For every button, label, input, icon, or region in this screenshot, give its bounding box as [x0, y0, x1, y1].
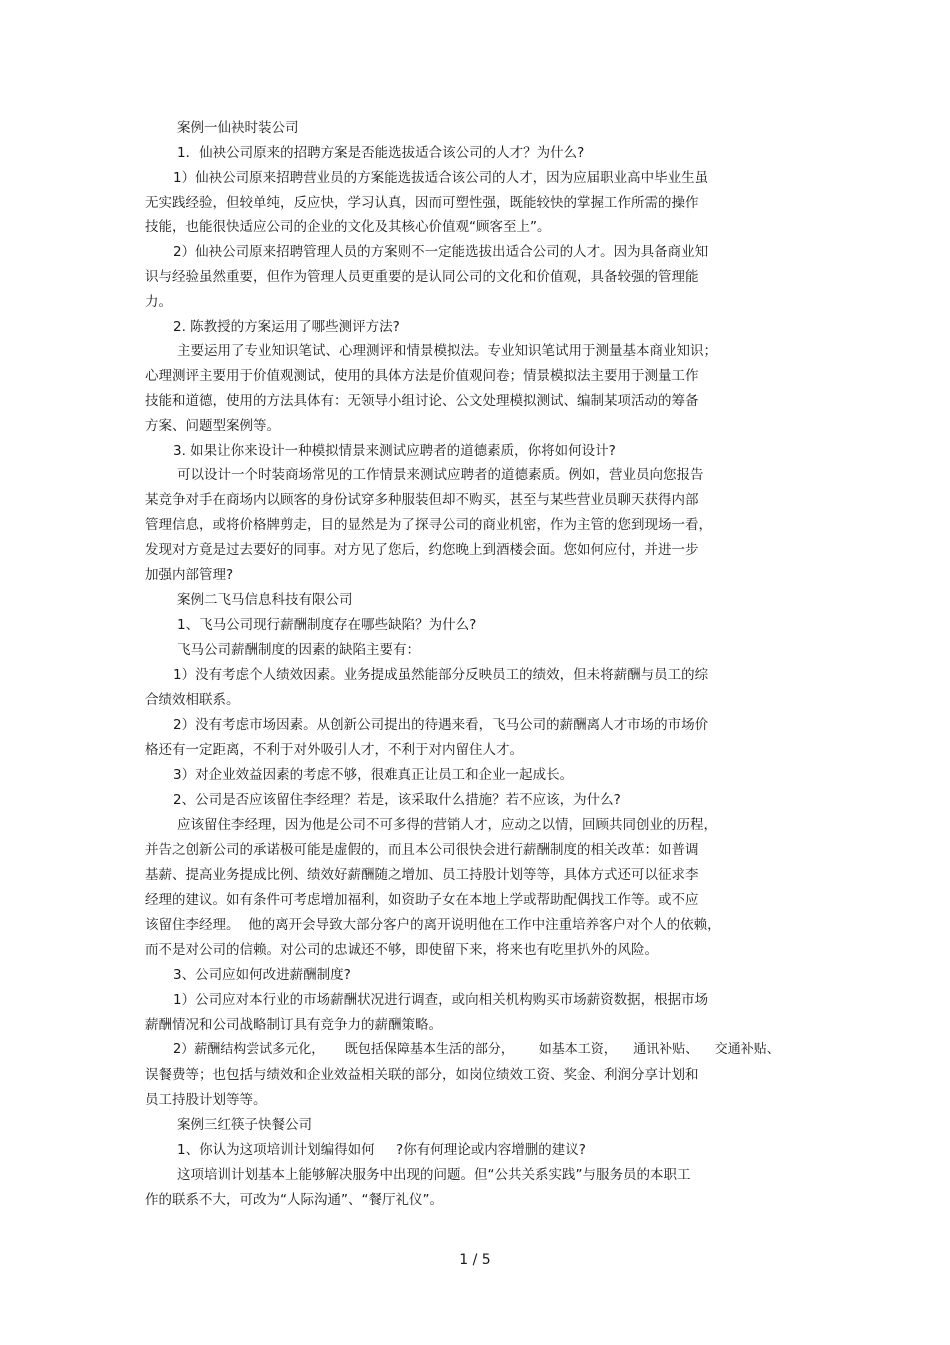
body-text-line: 而不是对公司的信赖。对公司的忠诚还不够，即使留下来，将来也有吃里扒外的风险。 [145, 942, 658, 958]
body-text-line: 误餐费等；也包括与绩效和企业效益相关联的部分，如岗位绩效工资、奖金、利润分享计划和 [145, 1067, 699, 1083]
body-text-line: 管理信息，或将价格牌剪走，目的显然是为了探寻公司的商业机密，作为主管的您到现场一看， [145, 517, 712, 533]
body-text-line: 技能和道德，使用的方法具体有：无领导小组讨论、公文处理模拟测试、编制某项活动的筹备 [145, 393, 699, 409]
body-text-line: 识与经验虽然重要，但作为管理人员更重要的是认同公司的文化和价值观，具备较强的管理能 [145, 269, 699, 285]
body-text-line: 方案、问题型案例等。 [145, 418, 280, 434]
case-1-title: 案例一仙袂时装公司 [177, 120, 299, 136]
body-text-line: 该留住李经理。 他的离开会导致大部分客户的离开说明他在工作中注重培养客户对个人的依赖， [145, 917, 721, 933]
case-3-title: 案例三红筷子快餐公司 [177, 1117, 312, 1133]
body-text-line: 应该留住李经理，因为他是公司不可多得的营销人才，应动之以情，回顾共同创业的历程， [177, 817, 717, 833]
body-text-line: 3）对企业效益因素的考虑不够，很难真正让员工和企业一起成长。 [173, 767, 574, 783]
question-heading: 3、公司应如何改进薪酬制度? [173, 967, 351, 983]
question-heading: 1、你认为这项培训计划编得如何 ?你有何理论或内容增删的建议? [177, 1142, 586, 1158]
body-text-line: 某竞争对手在商场内以顾客的身份试穿多种服装但却不购买，甚至与某些营业员聊天获得内部 [145, 492, 699, 508]
body-text-line: 2）仙袂公司原来招聘管理人员的方案则不一定能选拔出适合公司的人才。因为具备商业知 [173, 244, 709, 260]
body-text-line: 加强内部管理? [145, 567, 234, 583]
body-text-line: 力。 [145, 294, 172, 310]
question-heading: 1．仙袂公司原来的招聘方案是否能选拔适合该公司的人才？为什么? [177, 145, 585, 161]
body-text-line: 技能，也能很快适应公司的企业的文化及其核心价值观“顾客至上”。 [145, 219, 551, 235]
page-indicator: 1 / 5 [459, 1252, 491, 1268]
question-heading: 2. 陈教授的方案运用了哪些测评方法? [173, 319, 400, 335]
body-text-line: 格还有一定距离，不利于对外吸引人才，不利于对内留住人才。 [145, 742, 523, 758]
body-text-line: 经理的建议。如有条件可考虑增加福利，如资助子女在本地上学或帮助配偶找工作等。或不应 [145, 892, 699, 908]
body-text-line: 可以设计一个时装商场常见的工作情景来测试应聘者的道德素质。例如，营业员向您报告 [177, 467, 704, 483]
question-heading: 3. 如果让你来设计一种模拟情景来测试应聘者的道德素质，你将如何设计? [173, 443, 616, 459]
body-text-line: 基薪、提高业务提成比例、绩效好薪酬随之增加、员工持股计划等等，具体方式还可以征求李 [145, 867, 699, 883]
body-text-line: 1）公司应对本行业的市场薪酬状况进行调查，或向相关机构购买市场薪资数据，根据市场 [173, 992, 709, 1008]
body-text-line: 作的联系不大，可改为“人际沟通”、“餐厅礼仪”。 [145, 1192, 443, 1208]
body-text-line: 合绩效相联系。 [145, 692, 240, 708]
body-text-line: 2）没有考虑市场因素。从创新公司提出的待遇来看，飞马公司的薪酬离人才市场的市场价 [173, 717, 709, 733]
body-text-line: 这项培训计划基本上能够解决服务中出现的问题。但“公共关系实践”与服务员的本职工 [177, 1167, 691, 1183]
body-text-line: 2）薪酬结构尝试多元化， 既包括保障基本生活的部分， 如基本工资， 通讯补贴、 交通补贴、 [173, 1042, 780, 1057]
body-text-line: 飞马公司薪酬制度的因素的缺陷主要有： [177, 642, 420, 658]
case-2-title: 案例二飞马信息科技有限公司 [177, 592, 353, 608]
body-text-line: 发现对方竟是过去要好的同事。对方见了您后，约您晚上到酒楼会面。您如何应付，并进一步 [145, 542, 699, 558]
body-text-line: 员工持股计划等等。 [145, 1092, 267, 1108]
body-text-line: 1）仙袂公司原来招聘营业员的方案能选拔适合该公司的人才，因为应届职业高中毕业生虽 [173, 170, 709, 186]
body-text-line: 主要运用了专业知识笔试、心理测评和情景模拟法。专业知识笔试用于测量基本商业知识； [177, 343, 717, 359]
body-text-line: 并告之创新公司的承诺极可能是虚假的，而且本公司很快会进行薪酬制度的相关改革：如普调 [145, 842, 699, 858]
body-text-line: 1）没有考虑个人绩效因素。业务提成虽然能部分反映员工的绩效，但未将薪酬与员工的综 [173, 667, 709, 683]
body-text-line: 薪酬情况和公司战略制订具有竞争力的薪酬策略。 [145, 1017, 442, 1033]
body-text-line: 心理测评主要用于价值观测试，使用的具体方法是价值观问卷；情景模拟法主要用于测量工作 [145, 368, 699, 384]
question-heading: 1、飞马公司现行薪酬制度存在哪些缺陷？为什么? [177, 617, 477, 633]
question-heading: 2、公司是否应该留住李经理？若是，该采取什么措施？若不应该，为什么? [173, 792, 621, 808]
body-text-line: 无实践经验，但较单纯，反应快，学习认真，因而可塑性强，既能较快的掌握工作所需的操作 [145, 195, 699, 211]
